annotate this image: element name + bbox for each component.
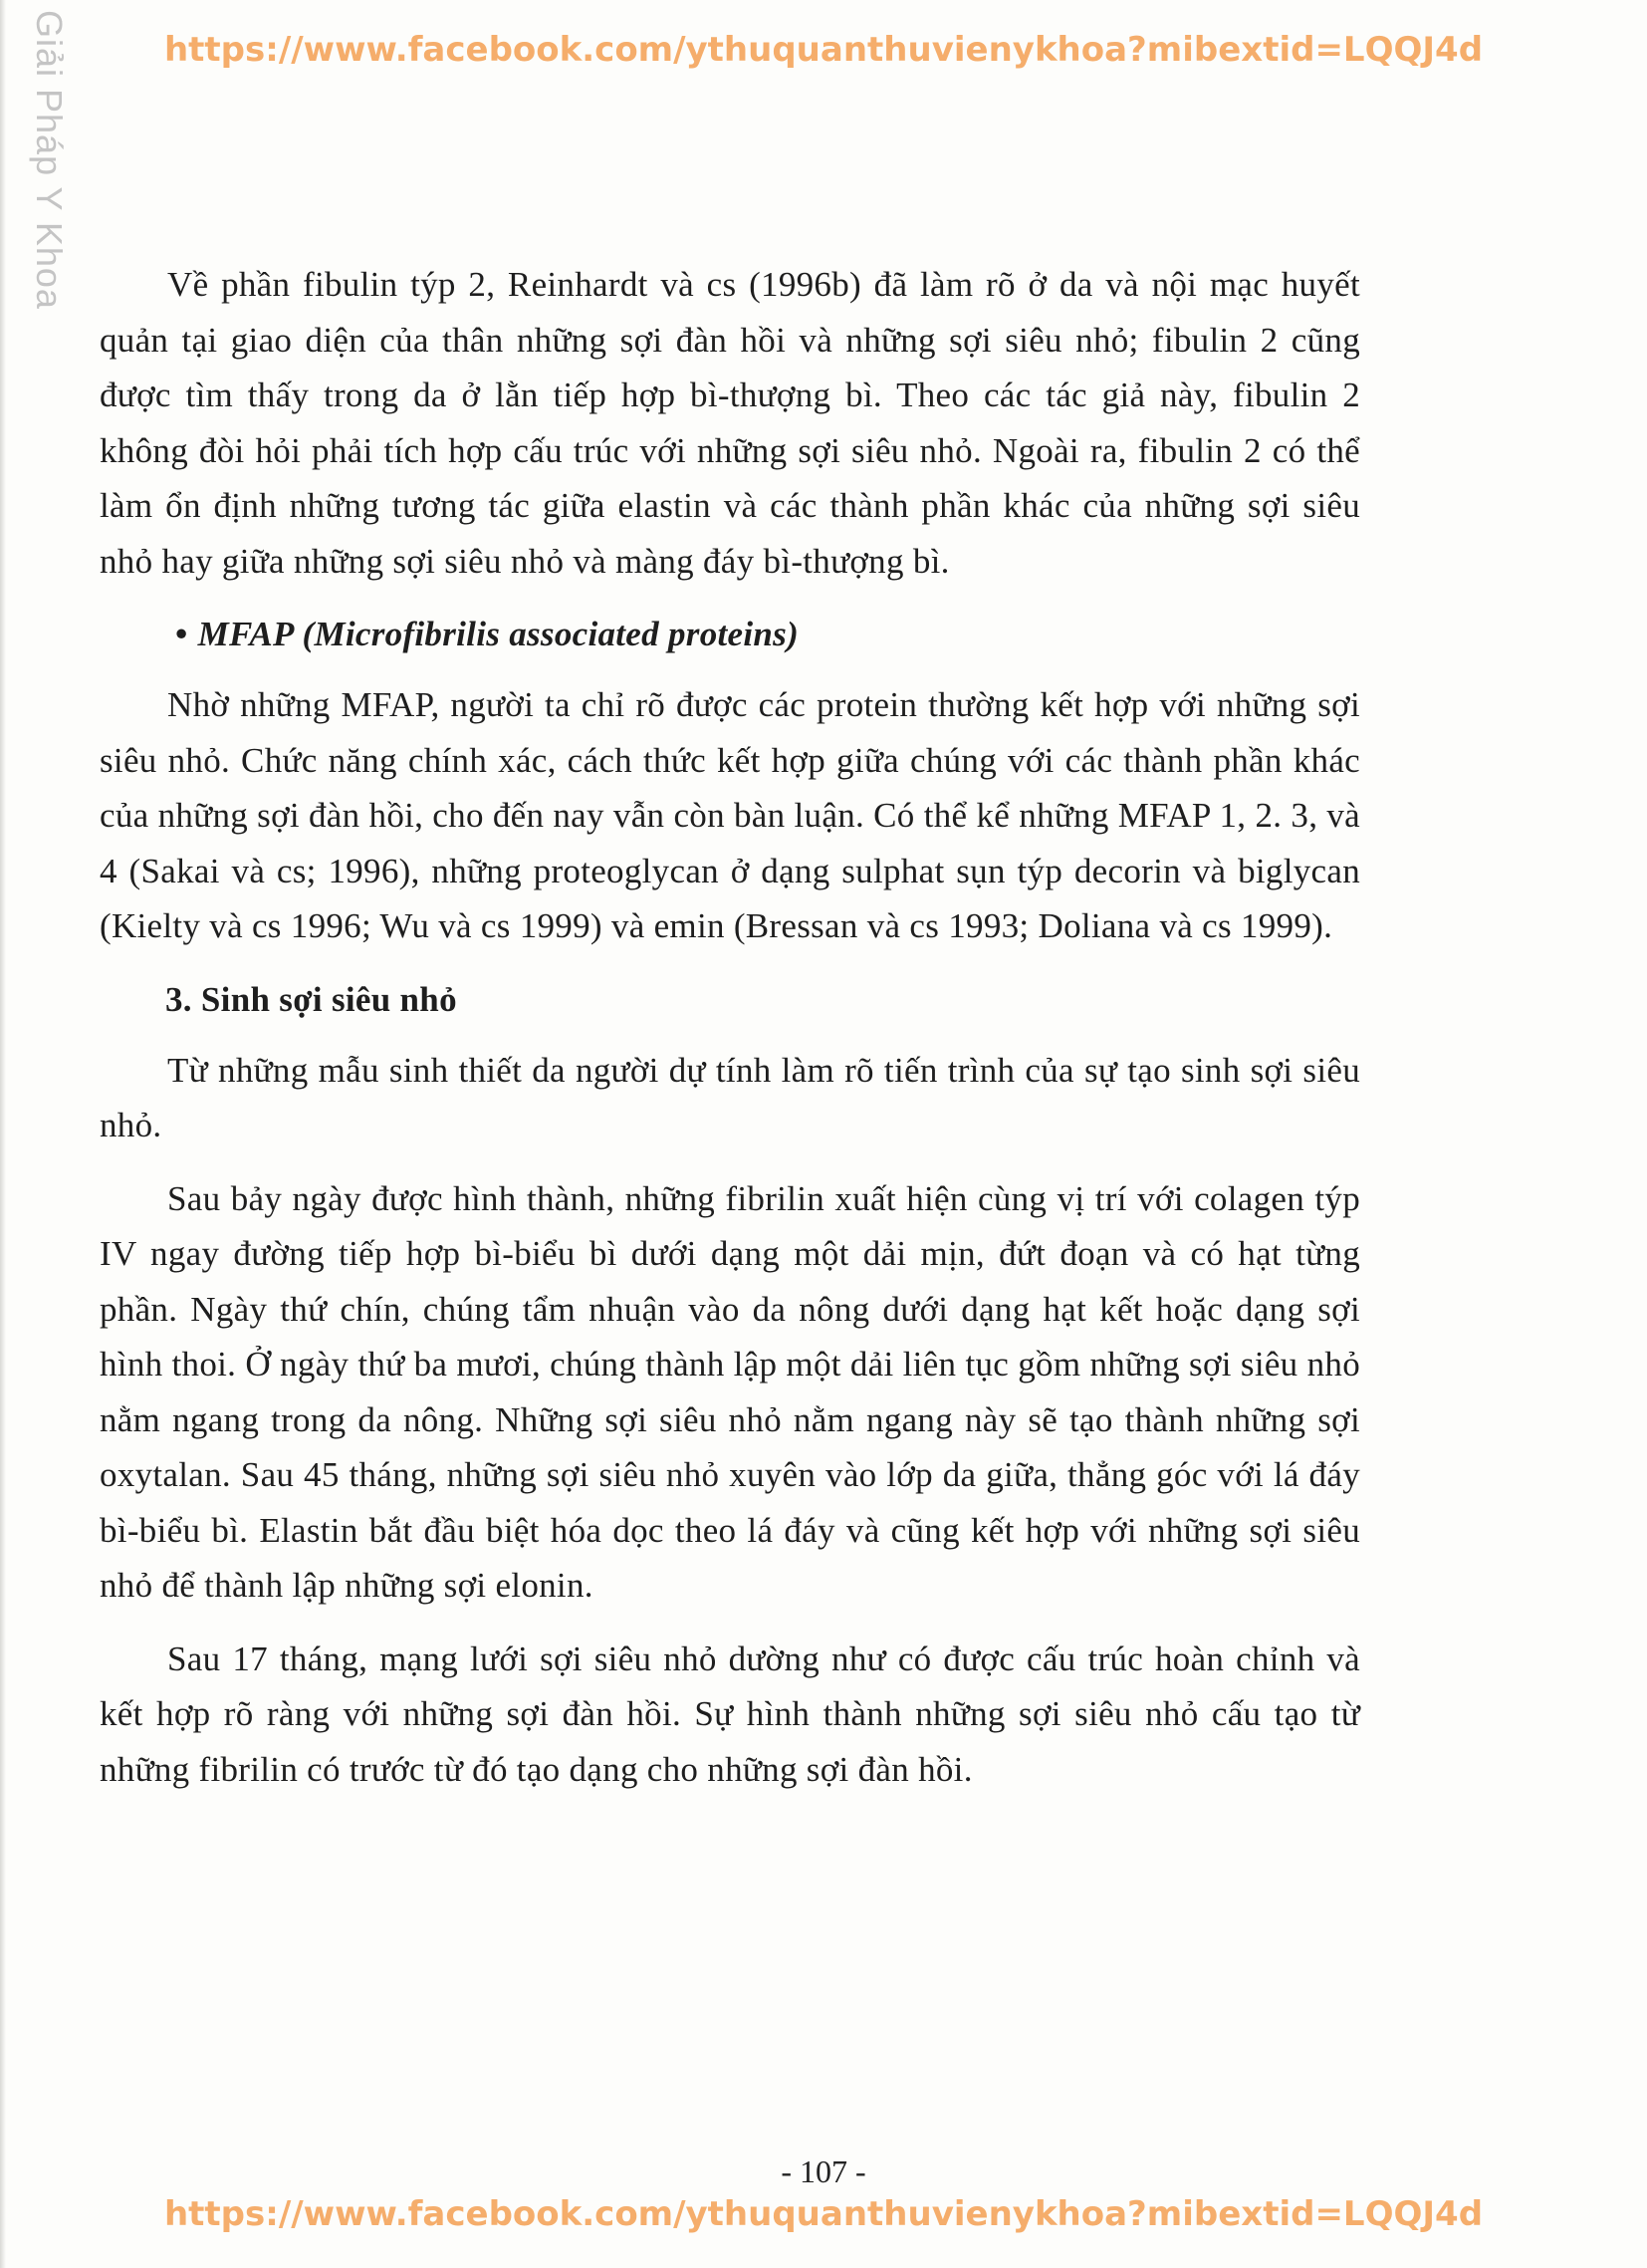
bullet-heading-text: MFAP (Microfibrilis associated proteins) bbox=[197, 615, 800, 653]
bullet-icon: • bbox=[175, 615, 188, 653]
top-url-watermark: https://www.facebook.com/ythuquanthuvienykhoa?mibextid=LQQJ4d bbox=[163, 30, 1484, 70]
page-edge-shadow bbox=[0, 0, 6, 2268]
paragraph-mfap: Nhờ những MFAP, người ta chỉ rõ được các protein thường kết hợp với những sợi siêu nhỏ. Chức năng chính xác, cách thức kết hợp giữa chúng với các thành phần khác của những sợi đàn hồi, cho đến nay vẫn còn bàn luận. Có thể kể những MFAP 1, 2. 3, và 4 (Sakai và cs; 1996), những proteoglycan ở dạng sulphat sụn týp decorin và biglycan (Kielty và cs 1996; Wu và cs 1999) và emin (Bressan và cs 1993; Doliana và cs 1999). bbox=[100, 685, 1360, 945]
document-body bbox=[100, 257, 1360, 1815]
paragraph-seventeen-months: Sau 17 tháng, mạng lưới sợi siêu nhỏ dường như có được cấu trúc hoàn chỉnh và kết hợp rõ ràng với những sợi đàn hồi. Sự hình thành những sợi siêu nhỏ cấu tạo từ những fibrilin có trước từ đó tạo dạng cho những sợi đàn hồi. bbox=[100, 1638, 1360, 1789]
paragraph-fibulin: Về phần fibulin týp 2, Reinhardt và cs (1996b) đã làm rõ ở da và nội mạc huyết quản tại giao diện của thân những sợi đàn hồi và những sợi siêu nhỏ; fibulin 2 cũng được tìm thấy trong da ở lằn tiếp hợp bì-thượng bì. Theo các tác giả này, fibulin 2 không đòi hỏi phải tích hợp cấu trúc với những sợi siêu nhỏ. Ngoài ra, fibulin 2 có thể làm ổn định những tương tác giữa elastin và các thành phần khác của những sợi siêu nhỏ hay giữa những sợi siêu nhỏ và màng đáy bì-thượng bì. bbox=[100, 265, 1360, 581]
bullet-heading-mfap bbox=[100, 607, 1360, 661]
bottom-url-watermark: https://www.facebook.com/ythuquanthuvienykhoa?mibextid=LQQJ4d bbox=[163, 2194, 1484, 2234]
section-heading: 3. Sinh sợi siêu nhỏ bbox=[165, 979, 457, 1019]
page-number: - 107 - bbox=[781, 2153, 866, 2189]
side-watermark: Giải Pháp Y Khoa bbox=[29, 10, 70, 310]
paragraph-intro: Từ những mẫu sinh thiết da người dự tính làm rõ tiến trình của sự tạo sinh sợi siêu nhỏ. bbox=[100, 1050, 1360, 1144]
paragraph-seven-days: Sau bảy ngày được hình thành, những fibrilin xuất hiện cùng vị trí với colagen týp IV ngay đường tiếp hợp bì-biểu bì dưới dạng một dải mịn, đứt đoạn và có hạt từng phần. Ngày thứ chín, chúng tẩm nhuận vào da nông dưới dạng hạt kết hoặc dạng sợi hình thoi. Ở ngày thứ ba mươi, chúng thành lập một dải liên tục gồm những sợi siêu nhỏ nằm ngang trong da nông. Những sợi siêu nhỏ nằm ngang này sẽ tạo thành những sợi oxytalan. Sau 45 tháng, những sợi siêu nhỏ xuyên vào lớp da giữa, thẳng góc với lá đáy bì-biểu bì. Elastin bắt đầu biệt hóa dọc theo lá đáy và cũng kết hợp với những sợi siêu nhỏ để thành lập những sợi elonin. bbox=[100, 1178, 1360, 1605]
